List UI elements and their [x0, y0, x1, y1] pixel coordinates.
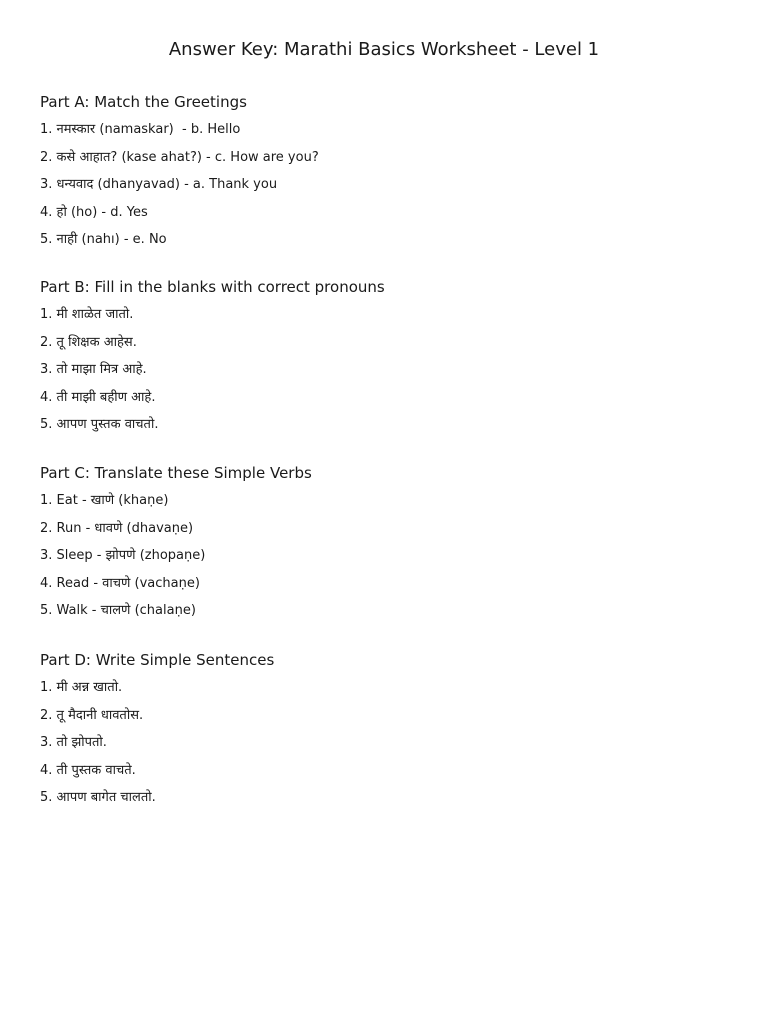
answer-item: 2. तू मैदानी धावतोस.: [40, 707, 144, 723]
section-heading: Part C: Translate these Simple Verbs: [40, 464, 312, 482]
answer-item: 5. Walk - चालणे (chalaṇe): [40, 603, 196, 619]
section-part-a: [40, 92, 740, 259]
answer-item: 2. Run - धावणे (dhavaṇe): [40, 520, 194, 536]
answer-item: 2. तू शिक्षक आहेस.: [40, 334, 137, 350]
answer-item: 5. आपण बागेत चालतो.: [40, 790, 156, 806]
answer-item: 1. मी अन्न खातो.: [40, 680, 123, 695]
answer-item: 1. मी शाळेत जातो.: [40, 307, 134, 322]
answer-item: 4. ती माझी बहीण आहे.: [40, 389, 156, 405]
section-part-d: [40, 650, 740, 817]
answer-item: 3. Sleep - झोपणे (zhopaṇe): [40, 548, 206, 564]
section-part-c: [40, 463, 740, 630]
answer-list: [40, 492, 740, 620]
answer-item: 1. Eat - खाणे (khaṇe): [40, 493, 169, 508]
answer-item: 4. हो (ho) - d. Yes: [40, 204, 148, 220]
section-heading: Part D: Write Simple Sentences: [40, 651, 275, 669]
answer-list: [40, 121, 740, 249]
answer-item: 4. Read - वाचणे (vachaṇe): [40, 575, 200, 591]
section-heading: Part B: Fill in the blanks with correct pronouns: [40, 278, 385, 296]
section-part-b: [40, 277, 740, 444]
answer-item: 5. आपण पुस्तक वाचतो.: [40, 417, 159, 433]
answer-item: 2. कसे आहात? (kase ahat?) - c. How are you?: [40, 149, 319, 165]
answer-item: 5. नाही (nahı) - e. No: [40, 232, 167, 248]
answer-list: [40, 306, 740, 434]
answer-list: [40, 679, 740, 807]
answer-item: 1. नमस्कार (namaskar) - b. Hello: [40, 122, 241, 137]
page-title: Answer Key: Marathi Basics Worksheet - Level 1: [168, 39, 600, 60]
answer-item: 3. तो माझा मित्र आहे.: [40, 362, 147, 378]
answer-item: 4. ती पुस्तक वाचते.: [40, 762, 136, 778]
answer-item: 3. धन्यवाद (dhanyavad) - a. Thank you: [40, 177, 278, 193]
section-heading: Part A: Match the Greetings: [40, 93, 247, 111]
answer-item: 3. तो झोपतो.: [40, 735, 107, 751]
